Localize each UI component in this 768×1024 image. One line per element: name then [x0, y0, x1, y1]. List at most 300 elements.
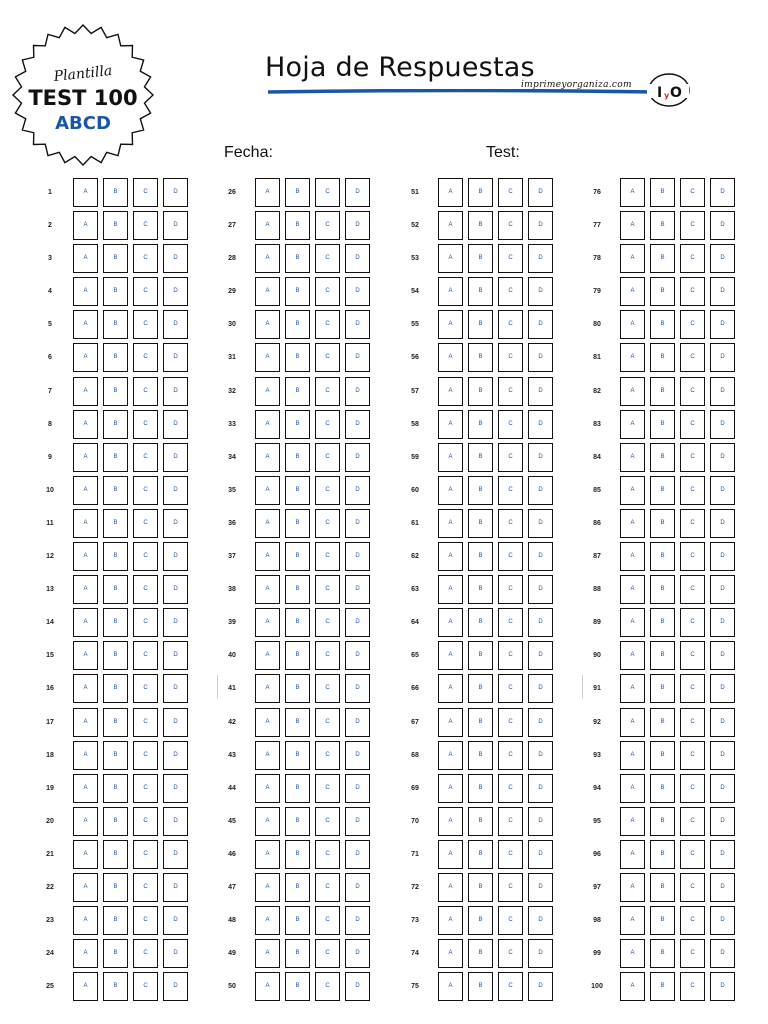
answer-box-c[interactable]: C: [133, 674, 158, 703]
answer-box-d[interactable]: D: [528, 972, 553, 1001]
answer-box-d[interactable]: D: [345, 277, 370, 306]
answer-box-d[interactable]: D: [345, 443, 370, 472]
answer-box-a[interactable]: A: [73, 840, 98, 869]
answer-box-a[interactable]: A: [438, 476, 463, 505]
answer-box-c[interactable]: C: [315, 310, 340, 339]
answer-box-b[interactable]: B: [103, 310, 128, 339]
answer-box-b[interactable]: B: [285, 708, 310, 737]
answer-box-d[interactable]: D: [345, 377, 370, 406]
answer-box-b[interactable]: B: [468, 741, 493, 770]
answer-box-a[interactable]: A: [255, 509, 280, 538]
answer-box-c[interactable]: C: [498, 476, 523, 505]
answer-box-a[interactable]: A: [255, 774, 280, 803]
answer-box-c[interactable]: C: [680, 939, 705, 968]
answer-box-b[interactable]: B: [650, 310, 675, 339]
answer-box-a[interactable]: A: [620, 211, 645, 240]
answer-box-c[interactable]: C: [133, 939, 158, 968]
answer-box-a[interactable]: A: [620, 343, 645, 372]
answer-box-a[interactable]: A: [438, 939, 463, 968]
answer-box-d[interactable]: D: [528, 741, 553, 770]
answer-box-c[interactable]: C: [315, 608, 340, 637]
answer-box-d[interactable]: D: [345, 641, 370, 670]
answer-box-d[interactable]: D: [345, 674, 370, 703]
answer-box-d[interactable]: D: [163, 178, 188, 207]
answer-box-a[interactable]: A: [73, 542, 98, 571]
answer-box-c[interactable]: C: [315, 476, 340, 505]
answer-box-b[interactable]: B: [468, 873, 493, 902]
answer-box-d[interactable]: D: [163, 509, 188, 538]
answer-box-b[interactable]: B: [285, 410, 310, 439]
answer-box-a[interactable]: A: [620, 244, 645, 273]
answer-box-d[interactable]: D: [710, 840, 735, 869]
answer-box-b[interactable]: B: [650, 178, 675, 207]
answer-box-c[interactable]: C: [498, 310, 523, 339]
answer-box-c[interactable]: C: [498, 244, 523, 273]
answer-box-d[interactable]: D: [710, 277, 735, 306]
answer-box-b[interactable]: B: [285, 774, 310, 803]
answer-box-b[interactable]: B: [285, 377, 310, 406]
answer-box-d[interactable]: D: [528, 476, 553, 505]
answer-box-b[interactable]: B: [103, 939, 128, 968]
answer-box-b[interactable]: B: [650, 343, 675, 372]
answer-box-c[interactable]: C: [498, 972, 523, 1001]
answer-box-c[interactable]: C: [133, 178, 158, 207]
answer-box-c[interactable]: C: [498, 410, 523, 439]
answer-box-b[interactable]: B: [650, 608, 675, 637]
answer-box-c[interactable]: C: [133, 873, 158, 902]
answer-box-b[interactable]: B: [103, 873, 128, 902]
answer-box-c[interactable]: C: [315, 774, 340, 803]
answer-box-c[interactable]: C: [498, 906, 523, 935]
answer-box-a[interactable]: A: [438, 608, 463, 637]
answer-box-d[interactable]: D: [345, 708, 370, 737]
answer-box-c[interactable]: C: [498, 939, 523, 968]
answer-box-d[interactable]: D: [528, 906, 553, 935]
answer-box-d[interactable]: D: [345, 476, 370, 505]
answer-box-d[interactable]: D: [710, 410, 735, 439]
answer-box-c[interactable]: C: [680, 178, 705, 207]
answer-box-a[interactable]: A: [255, 906, 280, 935]
answer-box-c[interactable]: C: [498, 542, 523, 571]
answer-box-b[interactable]: B: [285, 674, 310, 703]
answer-box-a[interactable]: A: [620, 807, 645, 836]
answer-box-c[interactable]: C: [498, 641, 523, 670]
answer-box-d[interactable]: D: [710, 377, 735, 406]
answer-box-c[interactable]: C: [498, 277, 523, 306]
answer-box-d[interactable]: D: [710, 807, 735, 836]
answer-box-b[interactable]: B: [468, 972, 493, 1001]
answer-box-a[interactable]: A: [255, 277, 280, 306]
answer-box-a[interactable]: A: [620, 641, 645, 670]
answer-box-a[interactable]: A: [620, 542, 645, 571]
answer-box-d[interactable]: D: [528, 377, 553, 406]
answer-box-d[interactable]: D: [528, 244, 553, 273]
answer-box-b[interactable]: B: [103, 509, 128, 538]
answer-box-d[interactable]: D: [710, 641, 735, 670]
answer-box-a[interactable]: A: [73, 377, 98, 406]
answer-box-a[interactable]: A: [438, 741, 463, 770]
answer-box-c[interactable]: C: [133, 641, 158, 670]
answer-box-c[interactable]: C: [315, 410, 340, 439]
answer-box-a[interactable]: A: [255, 575, 280, 604]
answer-box-c[interactable]: C: [315, 741, 340, 770]
answer-box-a[interactable]: A: [255, 873, 280, 902]
answer-box-b[interactable]: B: [468, 939, 493, 968]
answer-box-b[interactable]: B: [650, 575, 675, 604]
answer-box-c[interactable]: C: [680, 774, 705, 803]
answer-box-a[interactable]: A: [73, 608, 98, 637]
answer-box-a[interactable]: A: [438, 641, 463, 670]
answer-box-d[interactable]: D: [710, 674, 735, 703]
answer-box-a[interactable]: A: [255, 211, 280, 240]
answer-box-d[interactable]: D: [528, 542, 553, 571]
answer-box-c[interactable]: C: [680, 277, 705, 306]
answer-box-b[interactable]: B: [103, 840, 128, 869]
answer-box-a[interactable]: A: [438, 244, 463, 273]
answer-box-a[interactable]: A: [255, 310, 280, 339]
answer-box-a[interactable]: A: [438, 674, 463, 703]
answer-box-b[interactable]: B: [285, 178, 310, 207]
answer-box-c[interactable]: C: [680, 641, 705, 670]
answer-box-b[interactable]: B: [468, 509, 493, 538]
answer-box-b[interactable]: B: [285, 277, 310, 306]
answer-box-c[interactable]: C: [498, 807, 523, 836]
answer-box-b[interactable]: B: [468, 377, 493, 406]
answer-box-b[interactable]: B: [468, 774, 493, 803]
answer-box-d[interactable]: D: [345, 608, 370, 637]
answer-box-c[interactable]: C: [680, 310, 705, 339]
answer-box-d[interactable]: D: [528, 641, 553, 670]
answer-box-d[interactable]: D: [710, 906, 735, 935]
answer-box-b[interactable]: B: [103, 608, 128, 637]
answer-box-c[interactable]: C: [133, 410, 158, 439]
answer-box-a[interactable]: A: [255, 674, 280, 703]
answer-box-b[interactable]: B: [650, 708, 675, 737]
answer-box-c[interactable]: C: [133, 343, 158, 372]
answer-box-b[interactable]: B: [285, 310, 310, 339]
answer-box-b[interactable]: B: [650, 641, 675, 670]
answer-box-a[interactable]: A: [438, 708, 463, 737]
answer-box-c[interactable]: C: [315, 377, 340, 406]
answer-box-b[interactable]: B: [468, 211, 493, 240]
answer-box-a[interactable]: A: [73, 972, 98, 1001]
answer-box-b[interactable]: B: [650, 509, 675, 538]
answer-box-a[interactable]: A: [255, 542, 280, 571]
answer-box-d[interactable]: D: [528, 211, 553, 240]
answer-box-b[interactable]: B: [285, 443, 310, 472]
answer-box-d[interactable]: D: [528, 443, 553, 472]
answer-box-a[interactable]: A: [620, 310, 645, 339]
answer-box-b[interactable]: B: [650, 542, 675, 571]
answer-box-b[interactable]: B: [650, 244, 675, 273]
answer-box-c[interactable]: C: [133, 840, 158, 869]
answer-box-b[interactable]: B: [285, 476, 310, 505]
answer-box-a[interactable]: A: [255, 608, 280, 637]
answer-box-c[interactable]: C: [498, 575, 523, 604]
answer-box-b[interactable]: B: [650, 774, 675, 803]
answer-box-d[interactable]: D: [163, 277, 188, 306]
answer-box-d[interactable]: D: [345, 873, 370, 902]
answer-box-d[interactable]: D: [163, 377, 188, 406]
answer-box-c[interactable]: C: [133, 708, 158, 737]
answer-box-c[interactable]: C: [133, 774, 158, 803]
answer-box-d[interactable]: D: [710, 476, 735, 505]
answer-box-d[interactable]: D: [710, 178, 735, 207]
answer-box-d[interactable]: D: [163, 840, 188, 869]
answer-box-b[interactable]: B: [285, 542, 310, 571]
answer-box-c[interactable]: C: [133, 509, 158, 538]
answer-box-b[interactable]: B: [103, 708, 128, 737]
answer-box-d[interactable]: D: [163, 741, 188, 770]
answer-box-a[interactable]: A: [73, 741, 98, 770]
answer-box-c[interactable]: C: [315, 840, 340, 869]
answer-box-a[interactable]: A: [438, 873, 463, 902]
answer-box-b[interactable]: B: [103, 575, 128, 604]
answer-box-a[interactable]: A: [620, 906, 645, 935]
answer-box-c[interactable]: C: [133, 807, 158, 836]
answer-box-c[interactable]: C: [498, 509, 523, 538]
answer-box-c[interactable]: C: [133, 443, 158, 472]
answer-box-d[interactable]: D: [528, 708, 553, 737]
answer-box-c[interactable]: C: [133, 608, 158, 637]
answer-box-a[interactable]: A: [438, 542, 463, 571]
answer-box-c[interactable]: C: [315, 575, 340, 604]
answer-box-b[interactable]: B: [468, 343, 493, 372]
answer-box-a[interactable]: A: [620, 674, 645, 703]
answer-box-d[interactable]: D: [528, 840, 553, 869]
answer-box-d[interactable]: D: [710, 774, 735, 803]
answer-box-d[interactable]: D: [163, 906, 188, 935]
answer-box-d[interactable]: D: [163, 939, 188, 968]
answer-box-a[interactable]: A: [438, 575, 463, 604]
answer-box-b[interactable]: B: [285, 972, 310, 1001]
answer-box-b[interactable]: B: [468, 608, 493, 637]
answer-box-a[interactable]: A: [620, 476, 645, 505]
answer-box-a[interactable]: A: [438, 178, 463, 207]
answer-box-c[interactable]: C: [498, 708, 523, 737]
answer-box-b[interactable]: B: [650, 906, 675, 935]
answer-box-a[interactable]: A: [255, 476, 280, 505]
answer-box-d[interactable]: D: [710, 542, 735, 571]
answer-box-c[interactable]: C: [133, 741, 158, 770]
answer-box-c[interactable]: C: [133, 575, 158, 604]
answer-box-a[interactable]: A: [255, 807, 280, 836]
answer-box-a[interactable]: A: [438, 972, 463, 1001]
answer-box-b[interactable]: B: [468, 542, 493, 571]
answer-box-a[interactable]: A: [255, 343, 280, 372]
answer-box-c[interactable]: C: [498, 840, 523, 869]
answer-box-c[interactable]: C: [315, 906, 340, 935]
answer-box-a[interactable]: A: [255, 641, 280, 670]
answer-box-a[interactable]: A: [620, 377, 645, 406]
answer-box-a[interactable]: A: [620, 608, 645, 637]
answer-box-a[interactable]: A: [620, 972, 645, 1001]
answer-box-a[interactable]: A: [73, 410, 98, 439]
answer-box-d[interactable]: D: [345, 310, 370, 339]
answer-box-a[interactable]: A: [438, 509, 463, 538]
answer-box-d[interactable]: D: [345, 906, 370, 935]
answer-box-a[interactable]: A: [438, 310, 463, 339]
answer-box-c[interactable]: C: [498, 741, 523, 770]
answer-box-a[interactable]: A: [73, 873, 98, 902]
answer-box-b[interactable]: B: [468, 708, 493, 737]
answer-box-d[interactable]: D: [528, 939, 553, 968]
answer-box-c[interactable]: C: [498, 211, 523, 240]
answer-box-d[interactable]: D: [345, 807, 370, 836]
answer-box-b[interactable]: B: [650, 741, 675, 770]
answer-box-d[interactable]: D: [163, 807, 188, 836]
answer-box-c[interactable]: C: [133, 906, 158, 935]
answer-box-d[interactable]: D: [710, 741, 735, 770]
answer-box-c[interactable]: C: [680, 807, 705, 836]
answer-box-b[interactable]: B: [103, 774, 128, 803]
answer-box-a[interactable]: A: [438, 774, 463, 803]
answer-box-d[interactable]: D: [528, 674, 553, 703]
answer-box-b[interactable]: B: [103, 972, 128, 1001]
answer-box-c[interactable]: C: [315, 178, 340, 207]
answer-box-c[interactable]: C: [315, 641, 340, 670]
answer-box-c[interactable]: C: [680, 708, 705, 737]
answer-box-a[interactable]: A: [620, 277, 645, 306]
answer-box-c[interactable]: C: [133, 244, 158, 273]
answer-box-c[interactable]: C: [315, 343, 340, 372]
answer-box-a[interactable]: A: [255, 972, 280, 1001]
answer-box-a[interactable]: A: [73, 310, 98, 339]
answer-box-b[interactable]: B: [103, 377, 128, 406]
answer-box-a[interactable]: A: [438, 211, 463, 240]
answer-box-c[interactable]: C: [315, 244, 340, 273]
answer-box-d[interactable]: D: [163, 244, 188, 273]
answer-box-b[interactable]: B: [103, 641, 128, 670]
answer-box-b[interactable]: B: [650, 939, 675, 968]
answer-box-a[interactable]: A: [255, 410, 280, 439]
answer-box-a[interactable]: A: [620, 509, 645, 538]
answer-box-a[interactable]: A: [73, 443, 98, 472]
answer-box-b[interactable]: B: [285, 873, 310, 902]
answer-box-b[interactable]: B: [468, 641, 493, 670]
answer-box-a[interactable]: A: [620, 410, 645, 439]
answer-box-c[interactable]: C: [498, 443, 523, 472]
answer-box-a[interactable]: A: [73, 575, 98, 604]
answer-box-a[interactable]: A: [73, 509, 98, 538]
answer-box-d[interactable]: D: [528, 873, 553, 902]
answer-box-b[interactable]: B: [650, 840, 675, 869]
answer-box-d[interactable]: D: [345, 575, 370, 604]
answer-box-d[interactable]: D: [710, 939, 735, 968]
answer-box-c[interactable]: C: [133, 277, 158, 306]
answer-box-c[interactable]: C: [133, 211, 158, 240]
answer-box-b[interactable]: B: [468, 906, 493, 935]
answer-box-b[interactable]: B: [103, 244, 128, 273]
answer-box-c[interactable]: C: [315, 972, 340, 1001]
answer-box-d[interactable]: D: [345, 774, 370, 803]
answer-box-d[interactable]: D: [528, 178, 553, 207]
answer-box-c[interactable]: C: [680, 608, 705, 637]
answer-box-d[interactable]: D: [710, 575, 735, 604]
answer-box-b[interactable]: B: [650, 476, 675, 505]
answer-box-b[interactable]: B: [468, 674, 493, 703]
answer-box-d[interactable]: D: [528, 774, 553, 803]
answer-box-d[interactable]: D: [345, 542, 370, 571]
answer-box-a[interactable]: A: [73, 708, 98, 737]
answer-box-c[interactable]: C: [680, 542, 705, 571]
answer-box-b[interactable]: B: [103, 343, 128, 372]
answer-box-b[interactable]: B: [103, 542, 128, 571]
answer-box-b[interactable]: B: [650, 674, 675, 703]
answer-box-b[interactable]: B: [650, 972, 675, 1001]
answer-box-a[interactable]: A: [255, 178, 280, 207]
answer-box-a[interactable]: A: [255, 840, 280, 869]
answer-box-d[interactable]: D: [163, 708, 188, 737]
answer-box-d[interactable]: D: [528, 277, 553, 306]
answer-box-d[interactable]: D: [528, 807, 553, 836]
answer-box-a[interactable]: A: [620, 178, 645, 207]
answer-box-a[interactable]: A: [620, 741, 645, 770]
answer-box-d[interactable]: D: [345, 410, 370, 439]
answer-box-a[interactable]: A: [255, 377, 280, 406]
answer-box-d[interactable]: D: [710, 211, 735, 240]
answer-box-b[interactable]: B: [103, 211, 128, 240]
answer-box-b[interactable]: B: [650, 277, 675, 306]
answer-box-b[interactable]: B: [285, 509, 310, 538]
answer-box-a[interactable]: A: [438, 343, 463, 372]
answer-box-d[interactable]: D: [710, 708, 735, 737]
answer-box-b[interactable]: B: [650, 377, 675, 406]
answer-box-b[interactable]: B: [285, 807, 310, 836]
answer-box-c[interactable]: C: [680, 443, 705, 472]
answer-box-c[interactable]: C: [680, 575, 705, 604]
answer-box-c[interactable]: C: [680, 476, 705, 505]
answer-box-a[interactable]: A: [255, 741, 280, 770]
answer-box-c[interactable]: C: [315, 443, 340, 472]
answer-box-b[interactable]: B: [468, 410, 493, 439]
answer-box-a[interactable]: A: [73, 211, 98, 240]
answer-box-b[interactable]: B: [103, 277, 128, 306]
answer-box-c[interactable]: C: [680, 674, 705, 703]
answer-box-b[interactable]: B: [650, 443, 675, 472]
answer-box-d[interactable]: D: [528, 310, 553, 339]
answer-box-c[interactable]: C: [133, 542, 158, 571]
answer-box-a[interactable]: A: [620, 840, 645, 869]
answer-box-a[interactable]: A: [620, 774, 645, 803]
answer-box-c[interactable]: C: [498, 608, 523, 637]
answer-box-c[interactable]: C: [680, 410, 705, 439]
answer-box-a[interactable]: A: [73, 476, 98, 505]
answer-box-d[interactable]: D: [528, 410, 553, 439]
answer-box-d[interactable]: D: [163, 343, 188, 372]
answer-box-c[interactable]: C: [680, 509, 705, 538]
answer-box-a[interactable]: A: [620, 939, 645, 968]
answer-box-a[interactable]: A: [620, 873, 645, 902]
answer-box-c[interactable]: C: [133, 377, 158, 406]
answer-box-b[interactable]: B: [285, 906, 310, 935]
answer-box-d[interactable]: D: [345, 178, 370, 207]
answer-box-b[interactable]: B: [468, 244, 493, 273]
answer-box-d[interactable]: D: [345, 244, 370, 273]
answer-box-c[interactable]: C: [680, 377, 705, 406]
answer-box-c[interactable]: C: [315, 674, 340, 703]
answer-box-b[interactable]: B: [103, 443, 128, 472]
answer-box-b[interactable]: B: [103, 906, 128, 935]
answer-box-d[interactable]: D: [163, 310, 188, 339]
answer-box-d[interactable]: D: [163, 972, 188, 1001]
answer-box-c[interactable]: C: [315, 708, 340, 737]
answer-box-a[interactable]: A: [438, 443, 463, 472]
answer-box-b[interactable]: B: [285, 343, 310, 372]
answer-box-d[interactable]: D: [345, 509, 370, 538]
answer-box-a[interactable]: A: [620, 575, 645, 604]
answer-box-a[interactable]: A: [73, 807, 98, 836]
